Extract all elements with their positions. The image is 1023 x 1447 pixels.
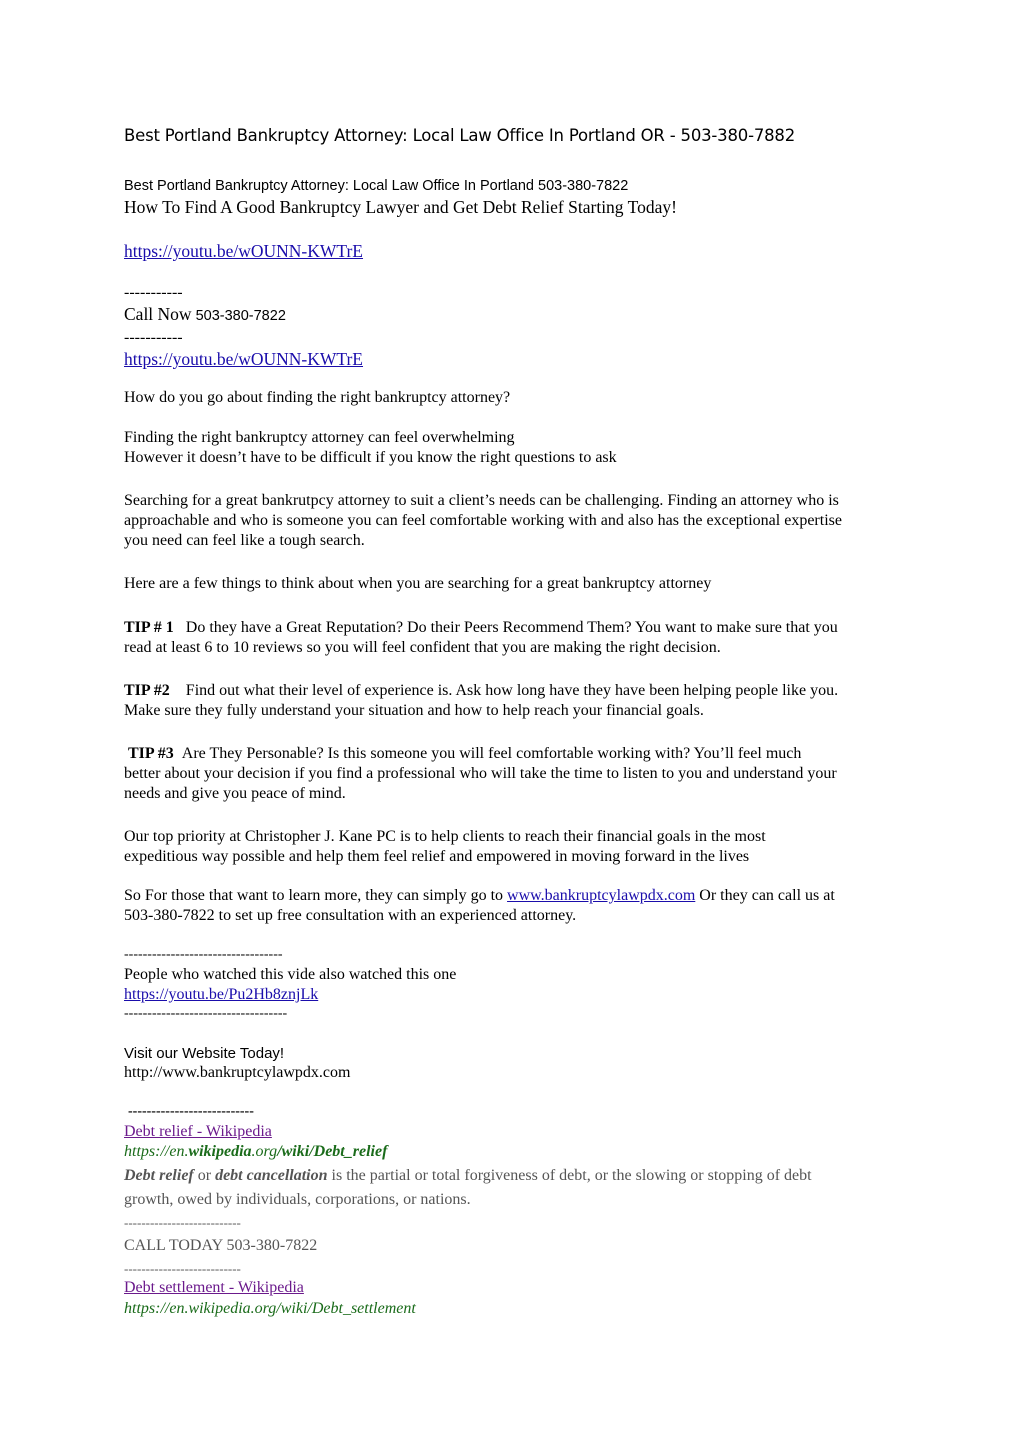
finding-line-2: However it doesn’t have to be difficult if you know the right questions to ask [124,449,617,466]
search-paragraph-line-2: approachable and who is someone you can feel comfortable working with and also has the exceptional expertise [124,512,842,529]
finding-line-1: Finding the right bankruptcy attorney can feel overwhelming [124,429,515,446]
wiki-debt-relief-url [124,1143,387,1161]
divider-dashes: ----------- [124,284,183,301]
url-part: .org [251,1143,278,1160]
url-part-bold: /wiki/Debt_relief [277,1143,388,1160]
things-intro: Here are a few things to think about when you are searching for a great bankruptcy attorney [124,575,712,592]
url-part: https://en. [124,1143,189,1160]
tip1-label: TIP # 1 [124,619,174,636]
tip2-text: Find out what their level of experience is. Ask how long have they have been helping people like you. [185,682,839,699]
priority-line-2: expeditious way possible and help them feel relief and empowered in moving forward in the lives [124,848,750,865]
learn-more-line-1 [124,887,835,905]
learn-more-call: Or they can call us at [699,887,835,904]
youtube-link-3[interactable]: https://youtu.be/Pu2Hb8znjLk [124,986,319,1003]
search-paragraph-line-3: you need can feel like a tough search. [124,532,365,549]
tip1-text: Do they have a Great Reputation? Do their Peers Recommend Them? You want to make sure that you [185,619,838,636]
call-now-phone: 503-380-7822 [195,308,286,324]
divider-dashes: --------------------------- [124,1215,241,1230]
tip1-line-1 [124,619,838,637]
divider-dashes-bold: --------------------------- [128,1104,254,1119]
tip2-label: TIP #2 [124,682,170,699]
divider-dashes: ----------- [124,329,183,346]
wiki-debt-relief-desc-line-1 [124,1167,812,1185]
tip3-line-2: better about your decision if you find a professional who will take the time to listen to you and understand your [124,765,837,782]
divider-dashes: --------------------------- [124,1261,241,1276]
tip2-line-2: Make sure they fully understand your situation and how to help reach your financial goals. [124,702,704,719]
website-link[interactable]: www.bankruptcylawpdx.com [507,887,696,904]
wiki-debt-settlement-link[interactable]: Debt settlement - Wikipedia [124,1279,304,1296]
tip3-line-3: needs and give you peace of mind. [124,785,346,802]
question-text: How do you go about finding the right bankruptcy attorney? [124,389,511,406]
url-part-bold: wikipedia [188,1143,252,1160]
learn-more-line-2: 503-380-7822 to set up free consultation with an experienced attorney. [124,907,577,924]
call-now-label: Call Now [124,304,192,324]
priority-line-1: Our top priority at Christopher J. Kane PC is to help clients to reach their financial goals in the most [124,828,766,845]
wiki-debt-relief-desc-line-2: growth, owed by individuals, corporations, or nations. [124,1191,471,1208]
call-today-text: CALL TODAY 503-380-7822 [124,1237,318,1254]
website-url-text: http://www.bankruptcylawpdx.com [124,1064,351,1081]
desc-text: is the partial or total forgiveness of debt, or the slowing or stopping of debt [331,1167,812,1184]
subheading-serif: How To Find A Good Bankruptcy Lawyer and Get Debt Relief Starting Today! [124,197,677,217]
desc-or: or [197,1167,212,1184]
learn-more-text: So For those that want to learn more, they can simply go to [124,887,504,904]
wiki-debt-settlement-url: https://en.wikipedia.org/wiki/Debt_settlement [124,1300,416,1317]
subheading-sans: Best Portland Bankruptcy Attorney: Local Law Office In Portland 503-380-7822 [124,178,629,194]
tip2-line-1 [124,682,838,700]
youtube-link-2[interactable]: https://youtu.be/wOUNN-KWTrE [124,349,364,369]
tip1-line-2: read at least 6 to 10 reviews so you will feel confident that you are making the right decision. [124,639,721,656]
call-now-line [124,304,286,325]
also-watched-text: People who watched this vide also watched this one [124,966,457,983]
visit-text: Visit our Website Today! [124,1045,285,1062]
search-paragraph-line-1: Searching for a great bankrutpcy attorney to suit a client’s needs can be challenging. Finding an attorney who is [124,492,839,509]
desc-term: Debt relief [124,1167,194,1184]
divider-dashes: ----------------------------------- [124,1006,288,1021]
tip3-label: TIP #3 [128,745,174,762]
tip3-line-1 [128,745,801,763]
wiki-debt-relief-link[interactable]: Debt relief - Wikipedia [124,1123,272,1140]
tip3-text: Are They Personable? Is this someone you will feel comfortable working with? You’ll feel much [181,745,802,762]
document-title: Best Portland Bankruptcy Attorney: Local Law Office In Portland OR - 503-380-7882 [124,126,796,145]
divider-dashes: ---------------------------------- [124,947,283,962]
desc-term: debt cancellation [215,1167,328,1184]
youtube-link-1[interactable]: https://youtu.be/wOUNN-KWTrE [124,241,364,261]
